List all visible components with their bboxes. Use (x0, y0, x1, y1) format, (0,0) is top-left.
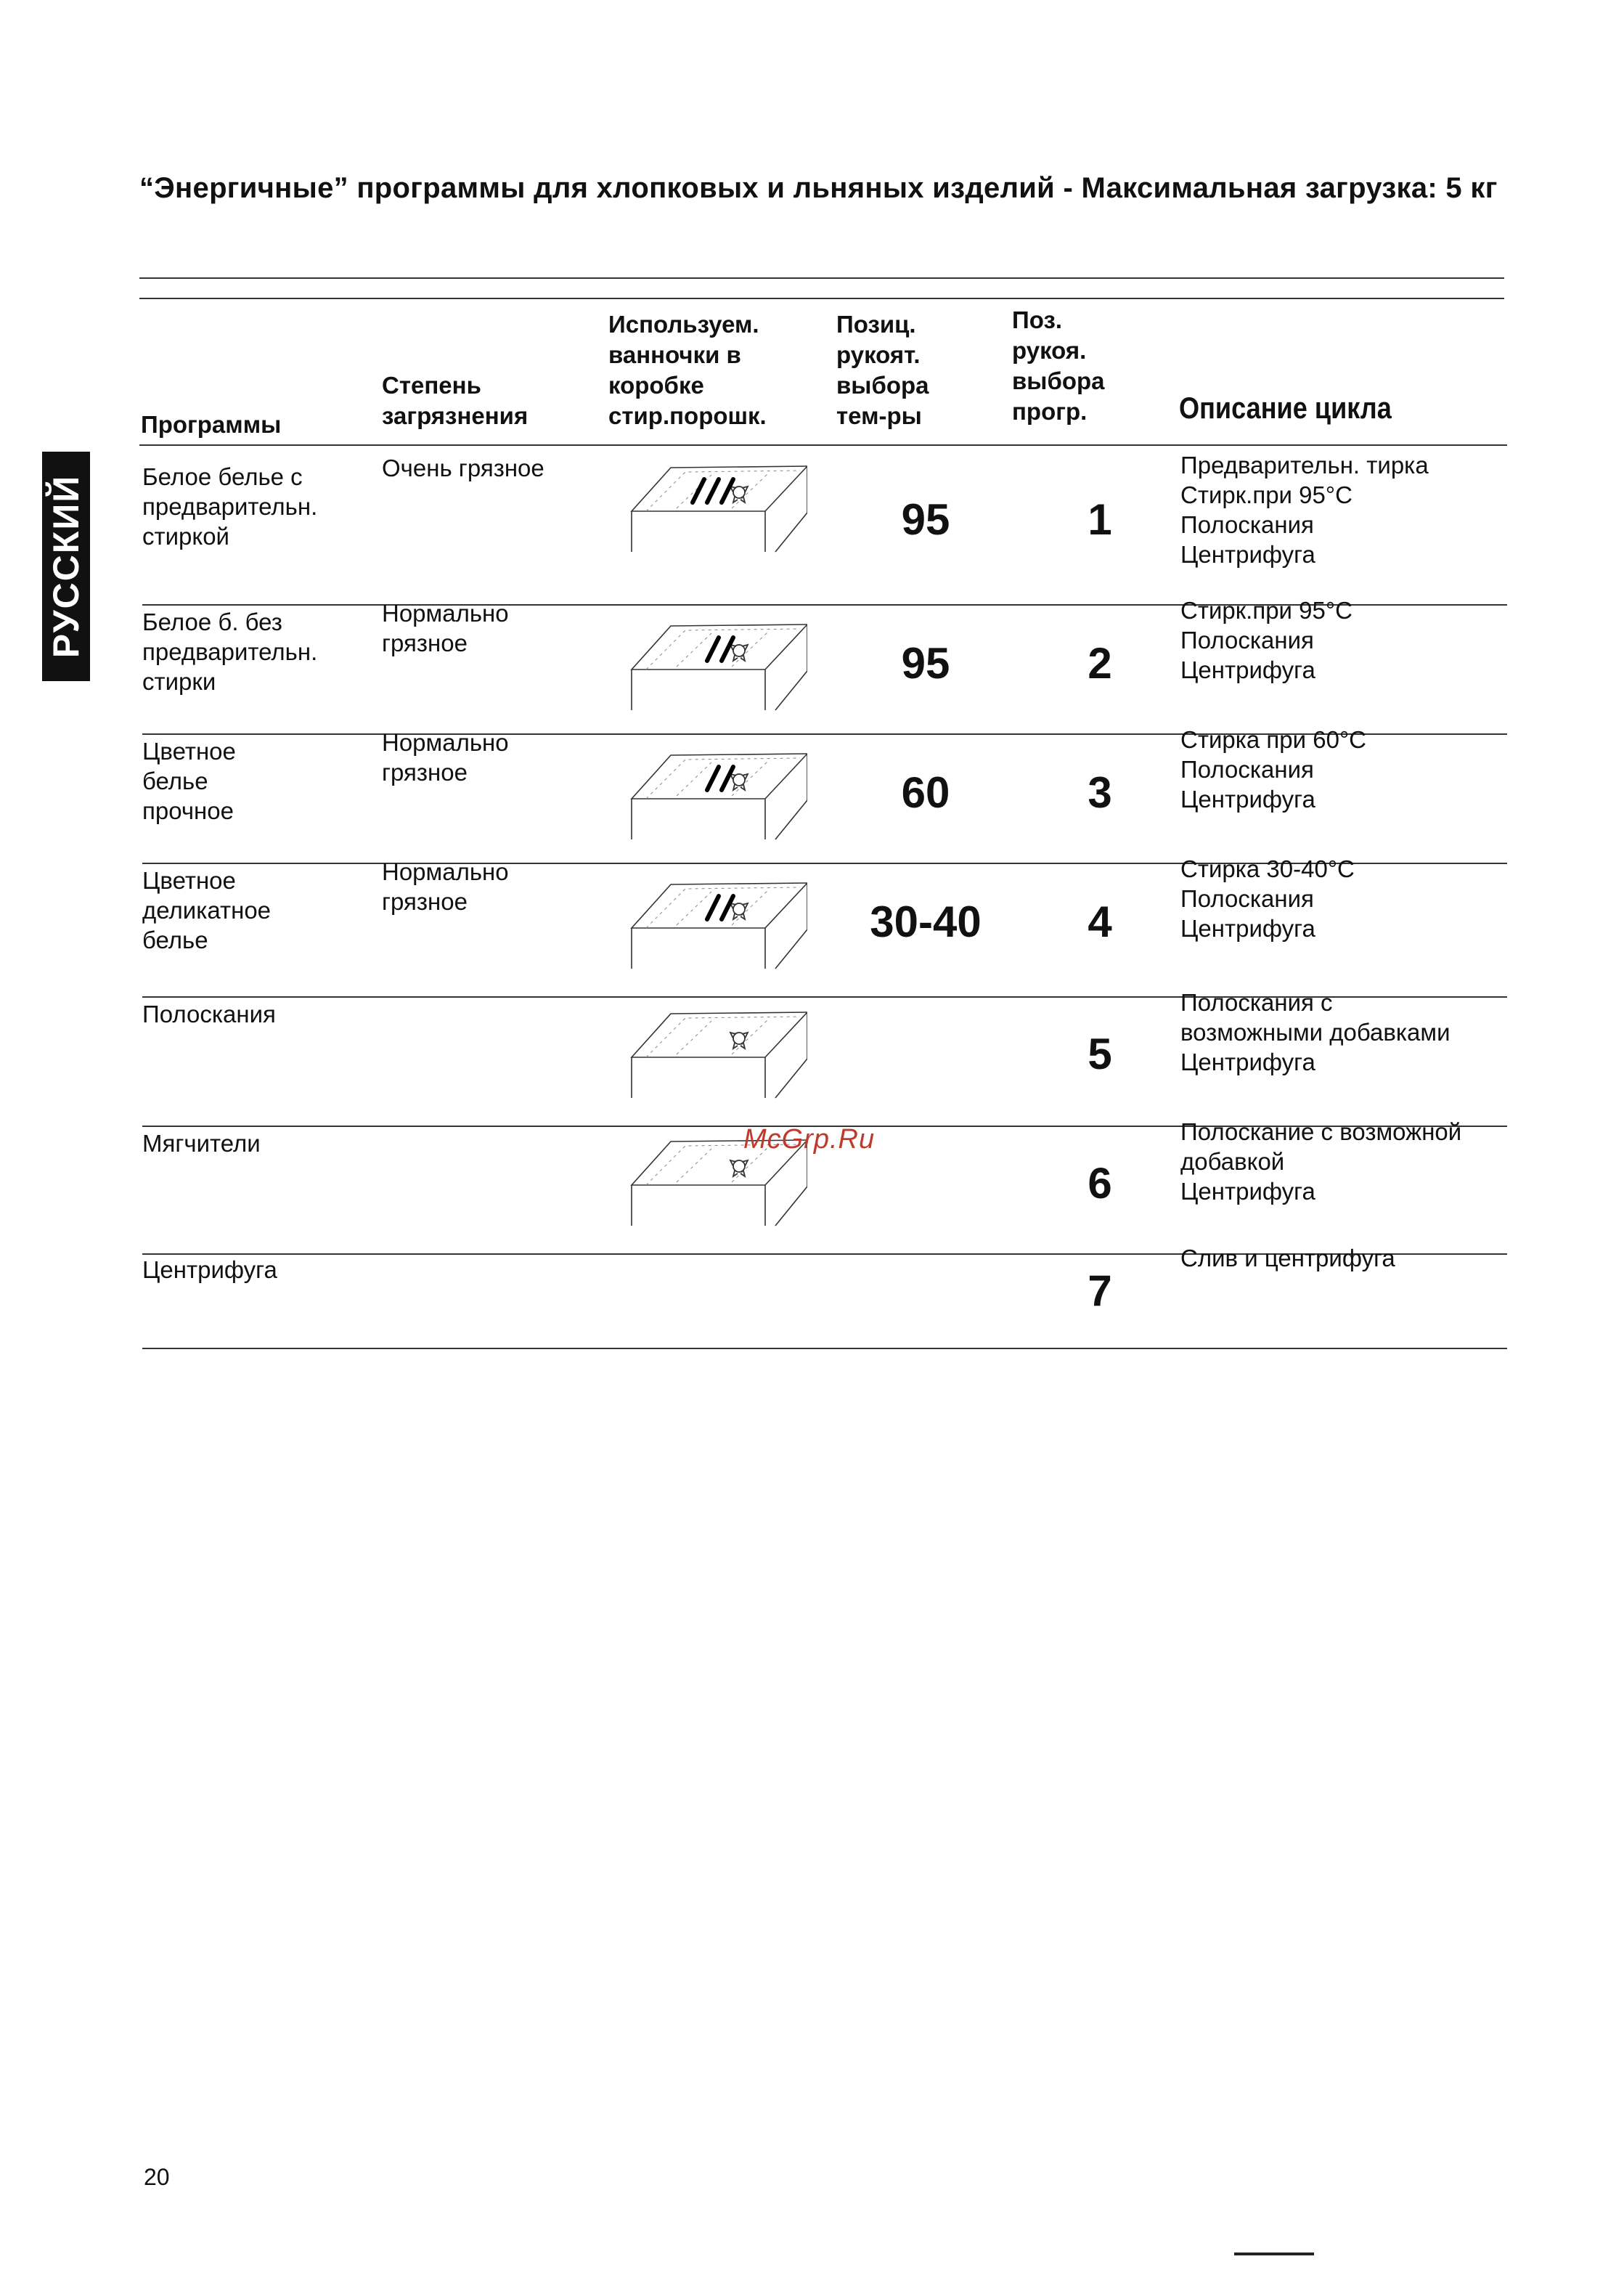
program-name-line: белье (142, 927, 208, 953)
corner-mark (1234, 2253, 1314, 2255)
program-name (142, 607, 360, 696)
cycle-description (1180, 988, 1507, 1077)
soil-level-line: Очень грязное (382, 455, 544, 481)
cycle-description-line: Полоскания (1180, 756, 1314, 783)
program-name (142, 999, 360, 1029)
cycle-description-line: Полоскания (1180, 885, 1314, 912)
program-position: 6 (1088, 1159, 1112, 1208)
detergent-tray-icon (626, 619, 807, 720)
title-rule (139, 277, 1504, 279)
header-trays: Используем. ванночки в коробке стир.порошк. (608, 311, 767, 429)
temperature-position: 30-40 (870, 898, 982, 946)
program-name-line: Центрифуга (142, 1256, 277, 1283)
program-name-line: предварительн. (142, 638, 318, 665)
program-name (142, 736, 360, 826)
temperature-position: 95 (901, 495, 950, 544)
program-position: 1 (1088, 495, 1112, 544)
detergent-tray-icon (626, 877, 807, 979)
cycle-description-line: Полоскания (1180, 627, 1314, 654)
soil-level (382, 728, 585, 787)
cycle-description-line: Центрифуга (1180, 1178, 1315, 1205)
cycle-description-line: Стирка 30-40°С (1180, 855, 1355, 882)
header-temp: Позиц. рукоят. выбора тем-ры (836, 311, 929, 429)
program-position: 4 (1088, 898, 1112, 946)
cycle-description-line: возможными добавками (1180, 1019, 1450, 1046)
soil-level-line: Нормально (382, 600, 509, 627)
cycle-description-line: Центрифуга (1180, 541, 1315, 568)
cycle-description-line: Центрифуга (1180, 1049, 1315, 1075)
detergent-tray-icon (626, 1006, 807, 1108)
cycle-description (1180, 450, 1507, 569)
cycle-description-line: Полоскания с (1180, 989, 1333, 1016)
program-name-line: стиркой (142, 523, 229, 550)
language-side-tab (42, 452, 90, 681)
program-name-line: прочное (142, 797, 234, 824)
cycle-description-line: Стирка при 60°С (1180, 726, 1366, 753)
cycle-description (1180, 595, 1507, 685)
cycle-description-line: Центрифуга (1180, 786, 1315, 813)
language-label: РУССКИЙ (46, 474, 86, 659)
cycle-description (1180, 725, 1507, 814)
cycle-description-line: Предварительн. тирка (1180, 452, 1429, 479)
header-soil: Степень загрязнения (382, 372, 529, 429)
soil-level (382, 453, 585, 483)
soil-level-line: Нормально (382, 729, 509, 756)
soil-level-line: грязное (382, 759, 468, 786)
soil-level-line: грязное (382, 630, 468, 656)
program-name-line: Цветное (142, 867, 236, 894)
cycle-description-line: Центрифуга (1180, 656, 1315, 683)
program-name-line: Цветное (142, 738, 236, 765)
detergent-tray-icon (626, 748, 807, 850)
program-name-line: Белое б. без (142, 609, 282, 635)
cycle-description-line: Центрифуга (1180, 915, 1315, 942)
cycle-description (1180, 854, 1507, 943)
section-title: “Энергичные” программы для хлопковых и льняных изделий - Максимальная загрузка: 5 кг (139, 172, 1498, 204)
program-name (142, 866, 360, 955)
program-name-line: стирки (142, 668, 216, 695)
program-name-line: Полоскания (142, 1001, 276, 1027)
header-top-rule (139, 298, 1504, 299)
header-programs: Программы (141, 411, 282, 438)
program-name-line: предварительн. (142, 493, 318, 520)
soil-level (382, 598, 585, 658)
detergent-tray-icon (626, 460, 807, 562)
program-position: 3 (1088, 768, 1112, 817)
program-name (142, 1255, 360, 1285)
cycle-description-line: Стирк.при 95°С (1180, 481, 1352, 508)
cycle-description-line: Слив и центрифуга (1180, 1245, 1395, 1271)
program-name-line: Мягчители (142, 1130, 261, 1157)
row-rule (139, 444, 1507, 446)
program-name-line: белье (142, 768, 208, 794)
header-description: Описание цикла (1179, 391, 1392, 425)
soil-level-line: грязное (382, 888, 468, 915)
program-name-line: Белое белье с (142, 463, 303, 490)
cycle-description (1180, 1243, 1507, 1273)
program-position: 2 (1088, 639, 1112, 688)
soil-level-line: Нормально (382, 858, 509, 885)
program-name-line: деликатное (142, 897, 272, 924)
program-position: 7 (1088, 1266, 1112, 1315)
header-prog: Поз. рукоя. выбора прогр. (1012, 306, 1105, 425)
temperature-position: 60 (901, 768, 950, 817)
cycle-description-line: Полоскание с возможной (1180, 1118, 1462, 1145)
soil-level (382, 857, 585, 916)
temperature-position: 95 (901, 639, 950, 688)
page-number: 20 (144, 2164, 170, 2190)
watermark: McGrp.Ru (743, 1124, 876, 1155)
cycle-description-line: Полоскания (1180, 511, 1314, 538)
program-position: 5 (1088, 1030, 1112, 1078)
row-rule (142, 1348, 1507, 1349)
program-name (142, 1128, 360, 1158)
cycle-description-line: Стирк.при 95°С (1180, 597, 1352, 624)
program-name (142, 462, 360, 551)
cycle-description-line: добавкой (1180, 1148, 1285, 1175)
cycle-description (1180, 1117, 1507, 1206)
